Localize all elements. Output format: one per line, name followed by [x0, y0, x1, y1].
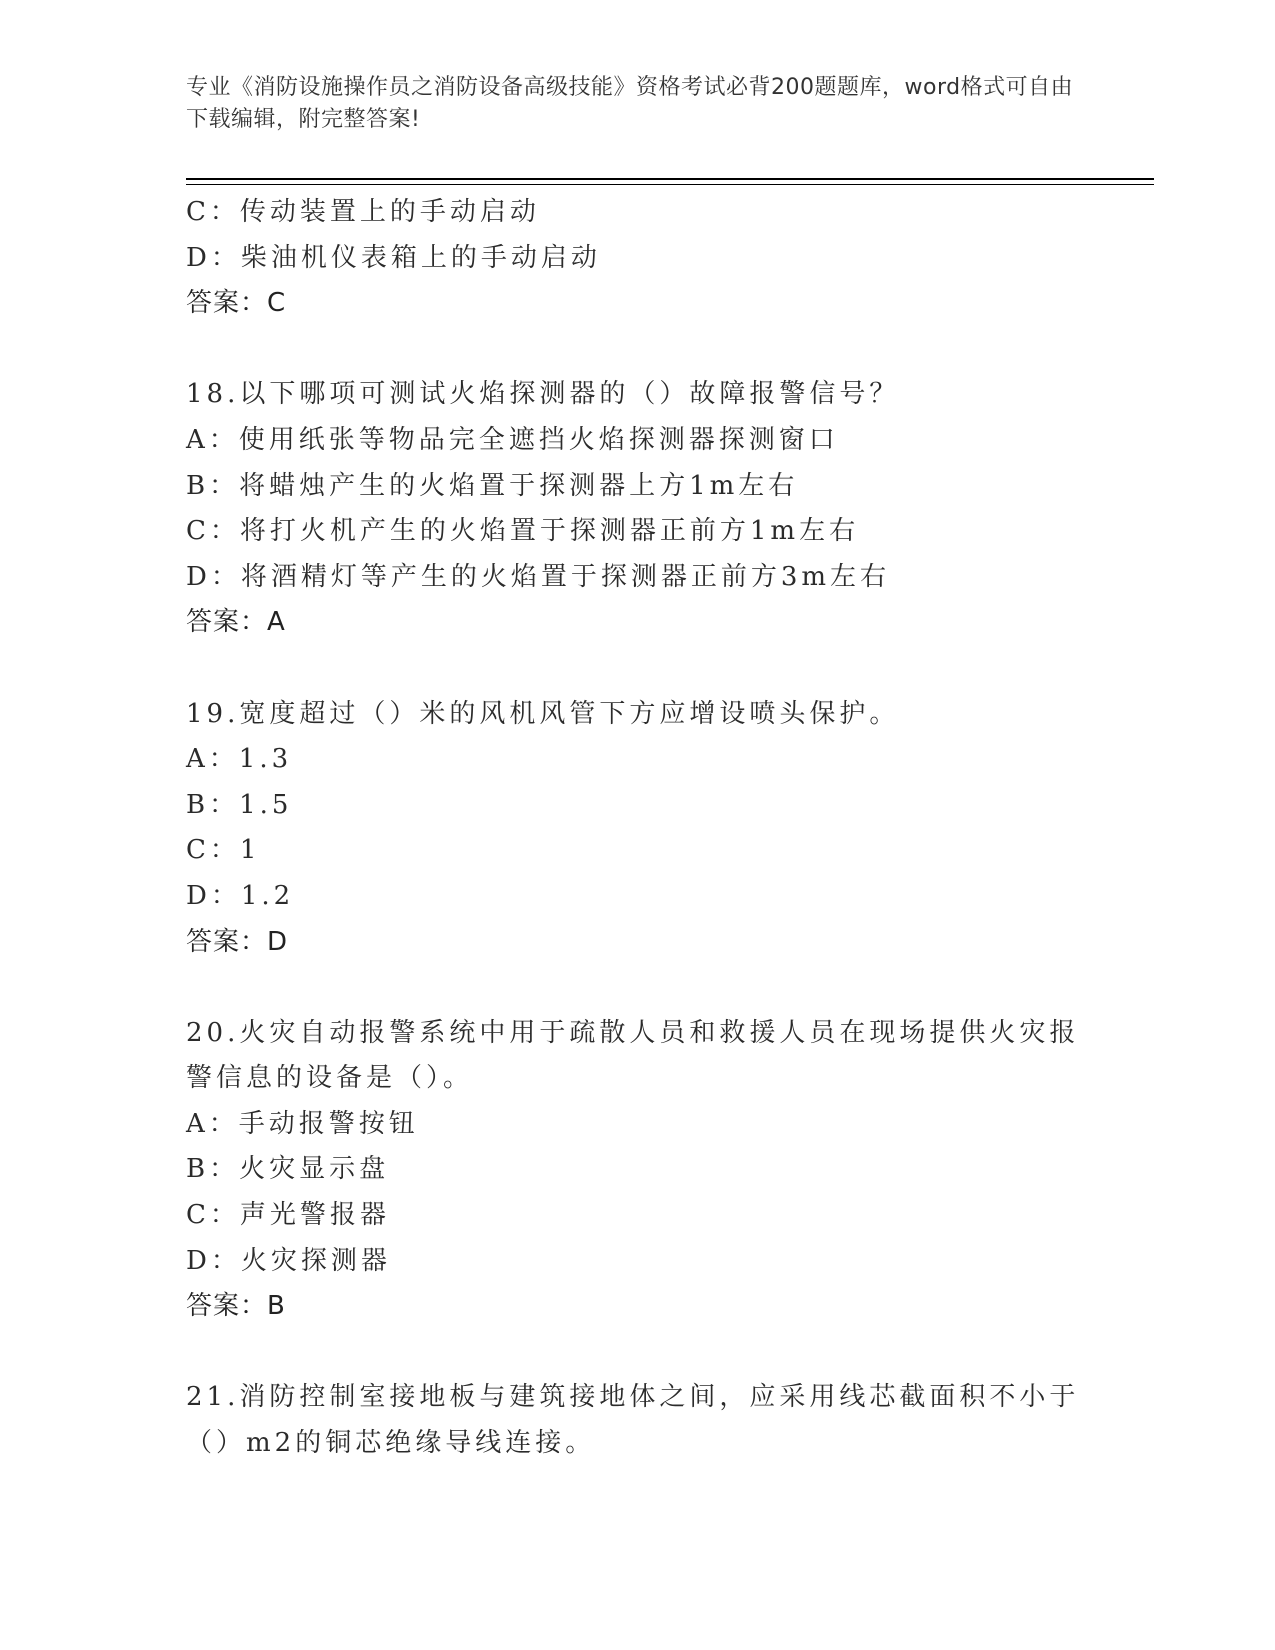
question-19 — [186, 692, 1086, 966]
question-stem: 19.宽度超过（）米的风机风管下方应增设喷头保护。 — [186, 698, 900, 729]
option-c: C：声光警报器 — [186, 1200, 390, 1231]
question-17-continuation — [186, 190, 1086, 327]
answer-line: 答案：D — [186, 926, 289, 957]
document-header: 专业《消防设施操作员之消防设备高级技能》资格考试必背200题题库，word格式可自由下载编辑，附完整答案! — [186, 75, 1074, 132]
option-a: A：1.3 — [186, 744, 293, 775]
option-d: D：1.2 — [186, 880, 295, 911]
option-a: A：使用纸张等物品完全遮挡火焰探测器探测窗口 — [186, 424, 839, 455]
option-d: D：火灾探测器 — [186, 1245, 391, 1276]
option-c: C：传动装置上的手动启动 — [186, 197, 540, 227]
answer-line: 答案：C — [186, 288, 287, 319]
header-rule-thick — [186, 178, 1154, 180]
spacer — [186, 646, 1086, 692]
header-rule-thin — [186, 184, 1154, 185]
option-b: B：将蜡烛产生的火焰置于探测器上方1m左右 — [186, 470, 799, 501]
spacer — [186, 965, 1086, 1011]
question-20 — [186, 1011, 1086, 1330]
answer-line: 答案：B — [186, 1291, 286, 1322]
answer-line: 答案：A — [186, 607, 286, 638]
option-a: A：手动报警按钮 — [186, 1108, 419, 1139]
question-stem: 21.消防控制室接地板与建筑接地体之间，应采用线芯截面积不小于（）m2的铜芯绝缘导线连接。 — [186, 1382, 1080, 1459]
question-stem: 18.以下哪项可测试火焰探测器的（）故障报警信号？ — [186, 379, 900, 410]
option-c: C：1 — [186, 835, 261, 866]
question-18 — [186, 372, 1086, 646]
question-content — [186, 190, 1086, 1467]
question-stem: 20.火灾自动报警系统中用于疏散人员和救援人员在现场提供火灾报警信息的设备是（）。 — [186, 1017, 1080, 1094]
question-21 — [186, 1375, 1086, 1466]
spacer — [186, 1330, 1086, 1376]
option-b: B：1.5 — [186, 789, 293, 820]
option-d: D：柴油机仪表箱上的手动启动 — [186, 242, 601, 273]
spacer — [186, 327, 1086, 373]
option-d: D：将酒精灯等产生的火焰置于探测器正前方3m左右 — [186, 561, 891, 592]
option-b: B：火灾显示盘 — [186, 1154, 390, 1185]
option-c: C：将打火机产生的火焰置于探测器正前方1m左右 — [186, 516, 860, 547]
